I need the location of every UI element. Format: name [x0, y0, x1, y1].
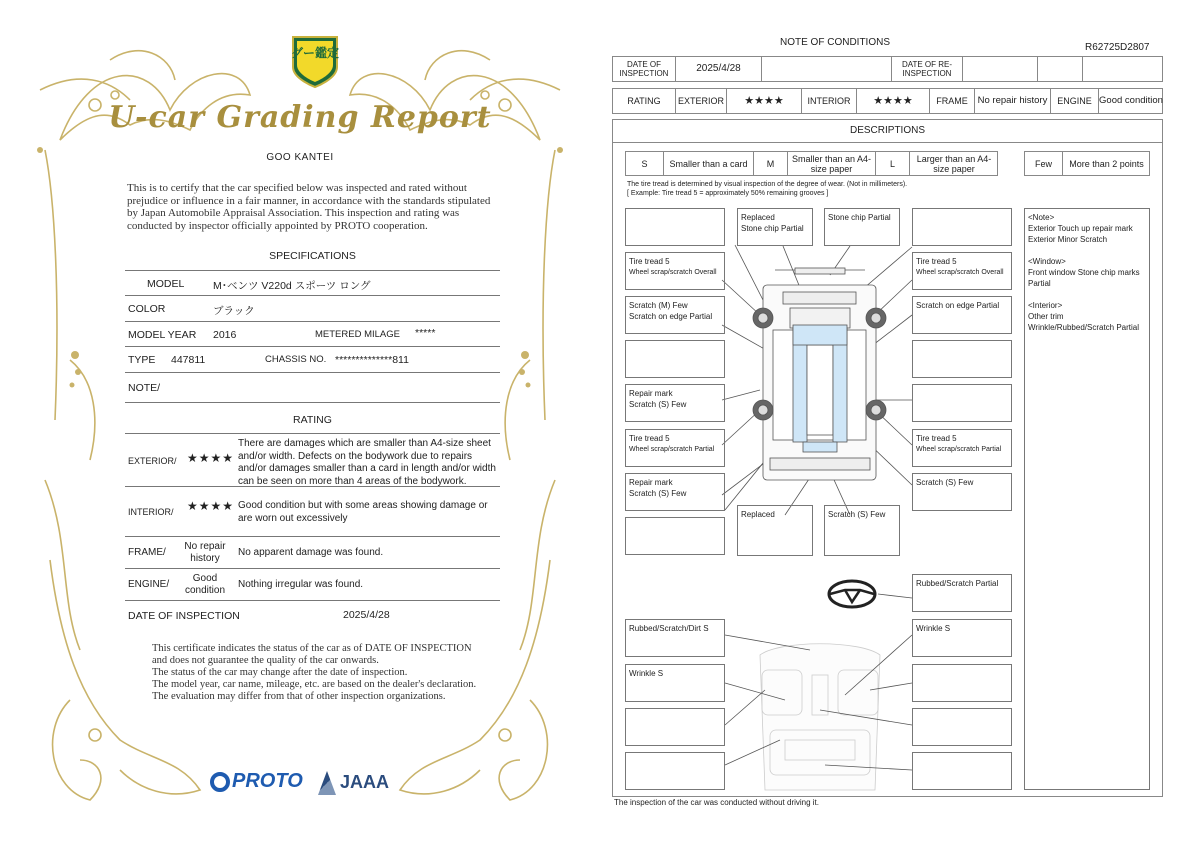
descriptions-heading: DESCRIPTIONS: [612, 119, 1163, 143]
engine-value: Good condition: [1099, 95, 1163, 106]
description-box: Scratch on edge Partial: [912, 296, 1012, 334]
color-row: [125, 296, 500, 322]
engine-rating-row: [125, 569, 500, 601]
note-of-conditions-sheet: [600, 0, 1200, 848]
frame-value: No repair history: [975, 89, 1051, 113]
interior-rating-row: [125, 487, 500, 537]
interior-description-box: [625, 708, 725, 746]
frame-label: FRAME/: [128, 547, 166, 558]
frame-label: FRAME: [930, 89, 975, 113]
jaaa-logo-icon: [318, 771, 336, 795]
description-box: [912, 384, 1012, 422]
model-label: MODEL: [147, 278, 185, 290]
description-box: Replaced: [737, 505, 813, 556]
description-box: [912, 429, 1012, 467]
frame-desc: No apparent damage was found.: [238, 547, 384, 558]
legend-text: Smaller than an A4-size paper: [788, 152, 876, 175]
interior-label: INTERIOR/: [128, 507, 174, 517]
report-id: R62725D2807: [1085, 42, 1150, 53]
description-box: [625, 340, 725, 378]
exterior-label: EXTERIOR: [676, 89, 727, 113]
engine-label: ENGINE: [1051, 89, 1099, 113]
wheel-scratch-label: Wheel scrap/scratch Overall: [629, 269, 717, 276]
metered-milage-label: METERED MILAGE: [315, 329, 400, 340]
certificate-subtitle: GOO KANTEI: [266, 152, 334, 163]
model-value: M･ベンツ V220d スポーツ ロング: [213, 280, 371, 292]
description-box: [912, 208, 1012, 246]
interior-desc: Good condition but with some areas showing damage or are worn out excessively: [238, 500, 488, 524]
engine-desc: Nothing irregular was found.: [238, 579, 364, 590]
color-label: COLOR: [128, 303, 166, 315]
legend-key: M: [754, 152, 788, 175]
date-row: [125, 601, 500, 627]
description-box: Replaced Stone chip Partial: [737, 208, 813, 246]
description-box: [912, 340, 1012, 378]
steering-description-box: Rubbed/Scratch Partial: [912, 574, 1012, 612]
date-of-inspection-label: DATE OF INSPECTION: [613, 57, 676, 81]
notes-column: <Note> Exterior Touch up repair mark Exterior Minor Scratch <Window> Front window Stone chip marks Partial <Interior> Other trim Wrinkle/Rubbed/Scratch Partial: [1024, 208, 1150, 790]
wheel-scratch-label: Wheel scrap/scratch Partial: [629, 446, 715, 453]
footer-line: This certificate indicates the status of the car as of DATE OF INSPECTION and does not guarantee the quality of the car onwards.: [152, 643, 472, 666]
exterior-stars: ★★★★: [727, 89, 802, 113]
interior-description-box: [912, 752, 1012, 790]
certificate-intro: This is to certify that the car specified below was inspected and rated without prejudice or influence in a fair manner, in accordance with the standards stipulated by Japan Automobile Appraisal Association. This inspection and rating was conducted by inspector officially appointed by PROTO cooperation.: [127, 182, 491, 232]
date-label: DATE OF INSPECTION: [128, 610, 240, 622]
exterior-stars: ★★★★: [187, 451, 235, 465]
footer-line: The model year, car name, mileage, etc. are based on the dealer's declaration.: [152, 679, 477, 690]
description-box: Stone chip Partial: [824, 208, 900, 246]
wheel-scratch-label: Wheel scrap/scratch Overall: [916, 269, 1004, 276]
description-box: [625, 517, 725, 555]
legend-text: More than 2 points: [1069, 158, 1144, 169]
date-of-reinspection-label: DATE OF RE-INSPECTION: [892, 57, 963, 81]
description-box: [625, 252, 725, 290]
date-value: 2025/4/28: [343, 609, 390, 621]
color-value: ブラック: [213, 305, 255, 317]
legend-key: Few: [1025, 152, 1063, 175]
metered-milage-value: *****: [415, 327, 436, 339]
legend-key: S: [626, 152, 664, 175]
footer-line: The status of the car may change after the date of inspection.: [152, 667, 408, 678]
legend-text: Smaller than a card: [664, 152, 754, 175]
note-label: NOTE/: [128, 382, 161, 394]
sheet-title: NOTE OF CONDITIONS: [780, 37, 890, 48]
description-box: Scratch (M) Few Scratch on edge Partial: [625, 296, 725, 334]
description-box: [625, 429, 725, 467]
type-value: 447811: [171, 354, 206, 366]
jaaa-logo-text: JAAA: [340, 772, 390, 792]
goo-kantei-badge-icon: [287, 33, 343, 89]
chassis-value: **************811: [335, 354, 409, 366]
badge-text: グー鑑定: [290, 46, 339, 60]
type-label: TYPE: [128, 354, 156, 366]
interior-description-box: Rubbed/Scratch/Dirt S: [625, 619, 725, 657]
interior-description-box: [912, 664, 1012, 702]
footer-line: The evaluation may differ from that of other inspection organizations.: [152, 691, 446, 702]
description-box: [912, 252, 1012, 290]
tire-tread-label: Tire tread 5: [629, 434, 670, 443]
interior-label: INTERIOR: [802, 89, 857, 113]
frame-value: No repair history: [184, 541, 226, 564]
tire-note-line: [ Example: Tire tread 5 = approximately 50% remaining grooves ]: [627, 190, 829, 197]
model-row: [125, 270, 500, 296]
interior-stars: ★★★★: [187, 499, 235, 513]
specifications-heading: SPECIFICATIONS: [269, 250, 356, 262]
engine-value: Good condition: [184, 573, 226, 596]
type-row: [125, 347, 500, 373]
model-year-value: 2016: [213, 329, 237, 341]
exterior-desc: There are damages which are smaller than A4-size sheet and/or width. Defects on the bodywork due to repairs and/or damages smaller than a card in length and/or width can be seen on more than 4 areas of the bodywork.: [238, 438, 496, 487]
logo-row: [210, 768, 410, 800]
proto-logo-text: PROTO: [232, 770, 303, 792]
interior-description-box: Wrinkle S: [625, 664, 725, 702]
model-year-label: MODEL YEAR: [128, 329, 197, 341]
exterior-rating-row: [125, 433, 500, 487]
description-box: Repair mark Scratch (S) Few: [625, 384, 725, 422]
model-year-row: [125, 322, 500, 347]
chassis-label: CHASSIS NO.: [265, 354, 327, 365]
legend-text: Larger than an A4-size paper: [916, 153, 992, 174]
interior-stars: ★★★★: [857, 89, 930, 113]
description-box: [625, 208, 725, 246]
frame-rating-row: [125, 537, 500, 569]
sheet-footer: The inspection of the car was conducted without driving it.: [614, 798, 819, 807]
proto-logo-icon: [210, 772, 230, 792]
tire-tread-label: Tire tread 5: [916, 257, 957, 266]
interior-description-box: [912, 708, 1012, 746]
note-row: [125, 373, 500, 403]
description-box: Repair mark Scratch (S) Few: [625, 473, 725, 511]
tire-note-line: The tire tread is determined by visual inspection of the degree of wear. (Not in millimeters).: [627, 181, 908, 188]
tire-tread-label: Tire tread 5: [629, 257, 670, 266]
rating-heading: RATING: [293, 414, 332, 426]
interior-description-box: [625, 752, 725, 790]
date-of-inspection-value: 2025/4/28: [676, 57, 762, 81]
wheel-scratch-label: Wheel scrap/scratch Partial: [916, 446, 1002, 453]
legend-key: L: [876, 152, 910, 175]
tire-tread-label: Tire tread 5: [916, 434, 957, 443]
description-box: Scratch (S) Few: [912, 473, 1012, 511]
engine-label: ENGINE/: [128, 579, 170, 590]
rating-label: RATING: [613, 89, 676, 113]
exterior-label: EXTERIOR/: [128, 456, 177, 466]
interior-description-box: Wrinkle S: [912, 619, 1012, 657]
certificate-footer: [152, 643, 482, 703]
certificate-title: U-car Grading Report: [108, 100, 492, 135]
description-box: Scratch (S) Few: [824, 505, 900, 556]
